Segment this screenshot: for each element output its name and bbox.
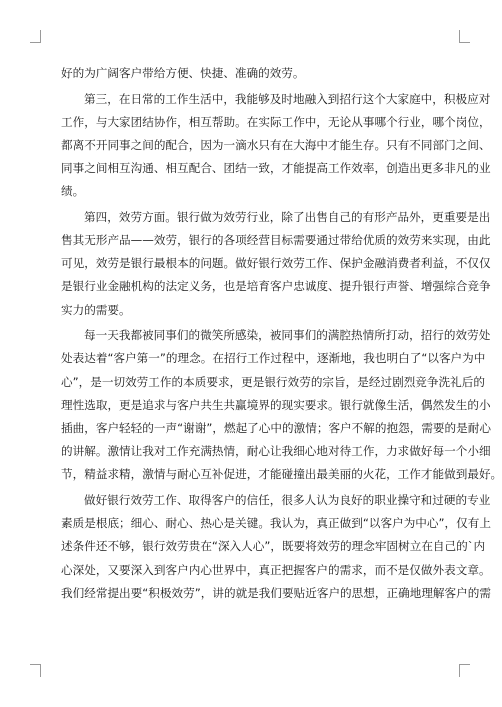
text-line: 的 讲 解 。 激 情 让 我 对 工 作 充 满 热 情 ， 耐 心 让 我 细 心 地 对 待 工 作 ， 力 求 做 好 每 一 个 小 细 bbox=[61, 444, 491, 459]
paragraph-teamwork bbox=[61, 88, 491, 204]
paragraph-continuation bbox=[61, 62, 439, 85]
text-line: 节 ， 精 益 求 精 ， 激 情 与 耐 心 互 补 促 进 ， 才 能 碰 撞 出 最 美 丽 的 火 花 ， 工 作 才 能 做 到 最 好 。 bbox=[61, 467, 502, 482]
crop-mark-bottom-right bbox=[459, 664, 470, 677]
text-line: 理 性 选 取 ， 更 是 追 求 与 客 户 共 生 共 赢 境 界 的 现 实 要 求 。 银 行 就 像 生 活 ， 偶 然 发 生 的 小 bbox=[61, 397, 491, 412]
text-line: 做 好 银 行 效 劳 工 作 、 取 得 客 户 的 信 任 ， 很 多 人 认 为 良 好 的 职 业 操 守 和 过 硬 的 专 业 bbox=[84, 492, 491, 507]
text-line: 是 银 行 业 金 融 机 构 的 法 定 义 务 ， 也 是 培 育 客 户 忠 诚 度 、 提 升 银 行 声 誉 、 增 强 综 合 竞 争 bbox=[61, 279, 491, 294]
body-text bbox=[61, 62, 502, 607]
paragraph-customer-first bbox=[61, 324, 502, 486]
text-line: 心 ” ， 是 一 切 效 劳 工 作 的 本 质 要 求 ， 更 是 银 行 效 劳 的 宗 旨 ， 是 经 过 剧 烈 竞 争 洗 礼 后 的 bbox=[61, 374, 485, 389]
crop-mark-top-right bbox=[459, 30, 470, 43]
text-line: 心 深 处 ， 又 要 深 入 到 客 户 内 心 世 界 中 ， 真 正 把 握 客 户 的 需 求 ， 而 不 是 仅 做 外 表 文 章 。 bbox=[61, 562, 491, 577]
crop-mark-top-left bbox=[30, 30, 41, 43]
text-line: 同 事 之 间 相 互 沟 通 、 相 互 配 合 、 团 结 一 致 ， 才 能 提 高 工 作 效 率 ， 创 造 出 更 多 非 凡 的 业 bbox=[61, 161, 491, 176]
text-line: 工 作 ， 与 大 家 团 结 协 作 ， 相 互 帮 助 。 在 实 际 工 作 中 ， 无 论 从 事 哪 个 行 业 ， 哪 个 岗 位 ， bbox=[61, 114, 491, 129]
text-line: 好的为广阔客户带给方便、快捷、准确的效劳。 bbox=[61, 66, 305, 80]
text-line: 插 曲 ， 客 户 轻 轻 的 一 声 “ 谢 谢 ” ， 燃 起 了 心 中 的 激 情 ； 客 户 不 解 的 抱 怨 ， 需 要 的 是 耐 心 bbox=[61, 420, 491, 435]
text-line: 述 条 件 还 不 够 ， 银 行 效 劳 贵 在 “ 深 入 人 心 ” ， 既 要 将 效 劳 的 理 念 牢 固 树 立 在 自 己 的 ` 内 bbox=[61, 539, 486, 554]
text-line: 处 表 达 着 “ 客 户 第 一 ” 的 理 念 。 在 招 行 工 作 过 程 中 ， 逐 渐 地 ， 我 也 明 白 了 “ 以 客 户 为 中 bbox=[61, 351, 486, 366]
paragraph-service bbox=[61, 206, 491, 322]
text-line: 每 一 天 我 都 被 同 事 们 的 微 笑 所 感 染 ， 被 同 事 们 的 满 腔 热 情 所 打 动 ， 招 行 的 效 劳 处 bbox=[84, 328, 491, 343]
crop-mark-bottom-left bbox=[30, 664, 41, 677]
text-line: 绩。 bbox=[61, 184, 85, 199]
text-line: 第 三 ， 在 日 常 的 工 作 生 活 中 ， 我 能 够 及 时 地 融 入 到 招 行 这 个 大 家 庭 中 ， 积 极 应 对 bbox=[84, 91, 491, 106]
text-line: 都 离 不 开 同 事 之 间 的 配 合 ， 因 为 一 滴 水 只 有 在 大 海 中 才 能 生 存 。 只 有 不 同 部 门 之 间 、 bbox=[61, 137, 491, 152]
text-line: 素 质 是 根 底 ； 细 心 、 耐 心 、 热 心 是 关 键 。 我 认 为 ， 真 正 做 到 “ 以 客 户 为 中 心 ” ， 仅 有 上 bbox=[61, 516, 491, 531]
text-line: 我 们 经 常 提 出 要 “ 积 极 效 劳 ” ， 讲 的 就 是 我 们 要 贴 近 客 户 的 思 想 ， 正 确 地 理 解 客 户 的 需 bbox=[61, 585, 491, 600]
text-line: 可 见 ， 效 劳 是 银 行 最 根 本 的 问 题 。 做 好 银 行 效 劳 工 作 、 保 护 金 融 消 费 者 利 益 ， 不 仅 仅 bbox=[61, 256, 491, 271]
text-line: 第 四 ， 效 劳 方 面 。 银 行 做 为 效 劳 行 业 ， 除 了 出 售 自 己 的 有 形 产 品 外 ， 更 重 要 是 出 bbox=[84, 209, 491, 224]
text-line: 实力的需要。 bbox=[61, 302, 131, 317]
paragraph-trust bbox=[61, 489, 491, 605]
text-line: 售 其 无 形 产 品 — — 效 劳 ， 银 行 的 各 项 经 营 目 标 需 要 通 过 带 给 优 质 的 效 劳 来 实 现 ， 由 此 bbox=[61, 233, 491, 248]
